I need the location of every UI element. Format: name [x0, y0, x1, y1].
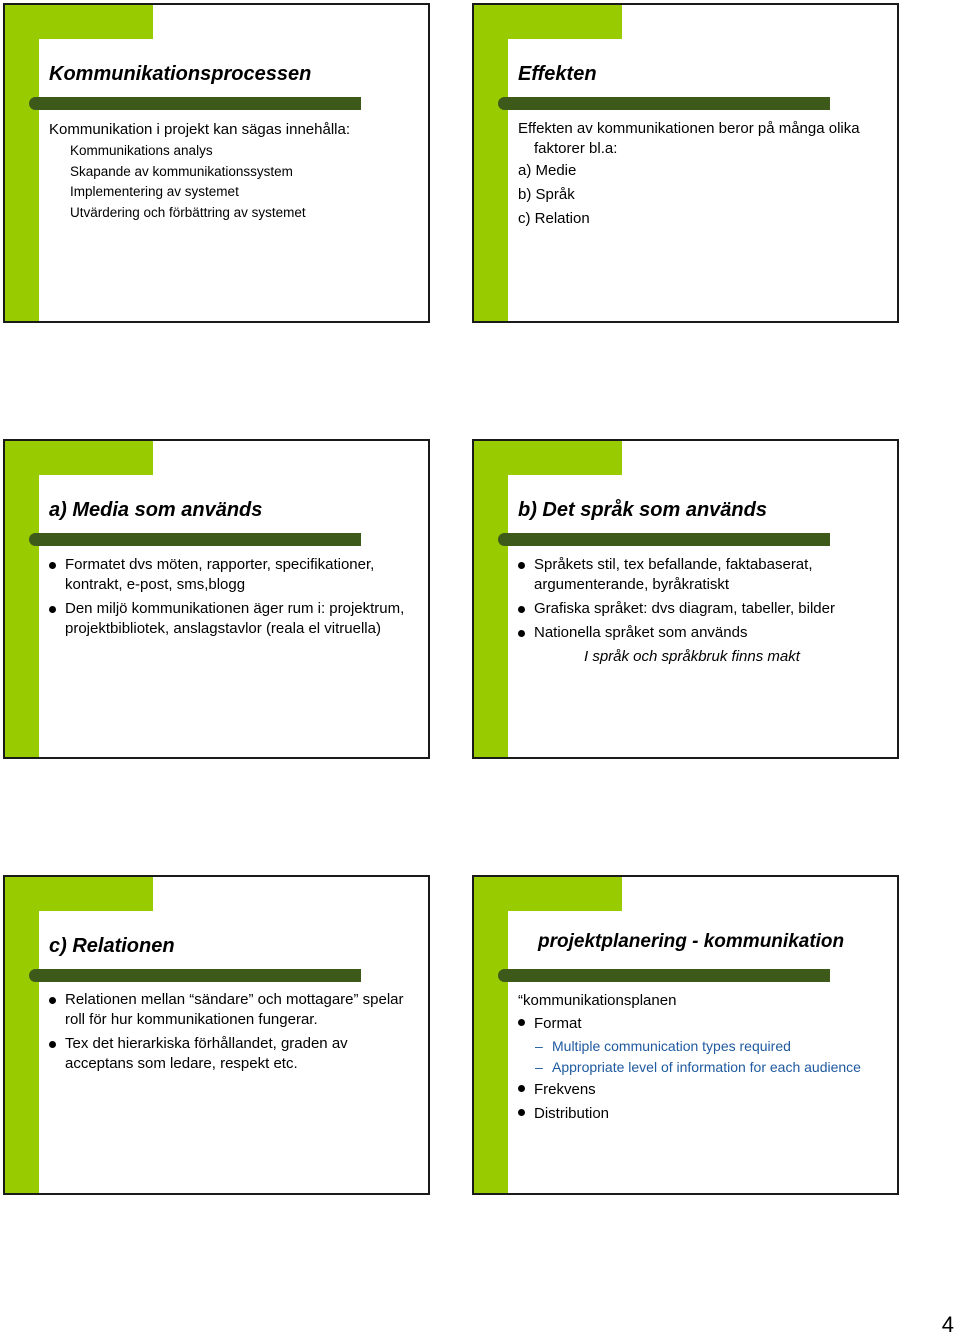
- sub-item: – Multiple communication types required: [518, 1036, 879, 1057]
- bullet-item: Format: [518, 1012, 879, 1036]
- slide-body: [518, 555, 879, 667]
- accent-tab: [5, 877, 153, 911]
- slide-body: [518, 119, 879, 231]
- slide-title: a) Media som används: [49, 499, 263, 521]
- accent-bar: [474, 877, 508, 1193]
- bullet-item: Formatet dvs möten, rapporter, specifikationer, kontrakt, e-post, sms,blogg: [49, 555, 410, 595]
- slide-body: [518, 990, 879, 1126]
- list-item: b) Språk: [518, 186, 575, 203]
- slide-title: Effekten: [518, 63, 597, 85]
- sub-item: – Appropriate level of information for each audience: [518, 1057, 879, 1078]
- bullet-item: Nationella språket som används: [518, 623, 879, 643]
- slide-kommunikationsprocessen: [3, 3, 430, 323]
- bullet-item: Tex det hierarkiska förhållandet, graden av acceptans som ledare, respekt etc.: [49, 1034, 410, 1074]
- bullet-item: Den miljö kommunikationen äger rum i: projektrum, projektbibliotek, anslagstavlor (reala el vitruella): [49, 599, 410, 639]
- accent-bar: [5, 5, 39, 321]
- bullet-item: Relationen mellan “sändare” och mottagare” spelar roll för hur kommunikationen fungerar.: [49, 990, 410, 1030]
- title-rule: [508, 97, 830, 110]
- intro-text: “kommunikationsplanen: [518, 992, 677, 1009]
- slide-sprak: [472, 439, 899, 759]
- accent-tab: [5, 441, 153, 475]
- title-rule: [508, 533, 830, 546]
- bullet-item: Distribution: [518, 1102, 879, 1126]
- accent-bar: [5, 441, 39, 757]
- slide-effekten: [472, 3, 899, 323]
- list-item: Skapande av kommunikationssystem: [70, 163, 293, 179]
- bullet-item: Frekvens: [518, 1078, 879, 1102]
- slide-relationen: [3, 875, 430, 1195]
- accent-bar: [5, 877, 39, 1193]
- list-item: a) Medie: [518, 162, 577, 179]
- intro-text: Kommunikation i projekt kan sägas innehålla:: [49, 121, 351, 138]
- slide-body: [49, 990, 410, 1074]
- slide-media: [3, 439, 430, 759]
- slide-body: [49, 119, 410, 223]
- slide-body: [49, 555, 410, 639]
- slide-title: c) Relationen: [49, 935, 175, 957]
- title-rule: [39, 969, 361, 982]
- quote-text: I språk och språkbruk finns makt: [584, 648, 800, 665]
- list-item: Kommunikations analys: [70, 143, 213, 158]
- page-number: 4: [941, 1312, 954, 1337]
- bullet-item: Grafiska språket: dvs diagram, tabeller, bilder: [518, 599, 879, 619]
- accent-bar: [474, 441, 508, 757]
- title-rule: [39, 97, 361, 110]
- accent-tab: [474, 441, 622, 475]
- accent-bar: [474, 5, 508, 321]
- list-item: Utvärdering och förbättring av systemet: [70, 204, 306, 220]
- intro-text: Effekten av kommunikationen beror på många olika faktorer bl.a:: [518, 120, 860, 157]
- slide-title: projektplanering - kommunikation: [538, 931, 845, 952]
- accent-tab: [474, 877, 622, 911]
- slide-projektplanering: [472, 875, 899, 1195]
- title-rule: [39, 533, 361, 546]
- accent-tab: [474, 5, 622, 39]
- bullet-item: Språkets stil, tex befallande, faktabaserat, argumenterande, byråkratiskt: [518, 555, 879, 595]
- accent-tab: [5, 5, 153, 39]
- list-item: Implementering av systemet: [70, 184, 239, 199]
- slide-title: b) Det språk som används: [518, 499, 767, 521]
- list-item: c) Relation: [518, 210, 590, 227]
- slide-title: Kommunikationsprocessen: [49, 63, 312, 85]
- title-rule: [508, 969, 830, 982]
